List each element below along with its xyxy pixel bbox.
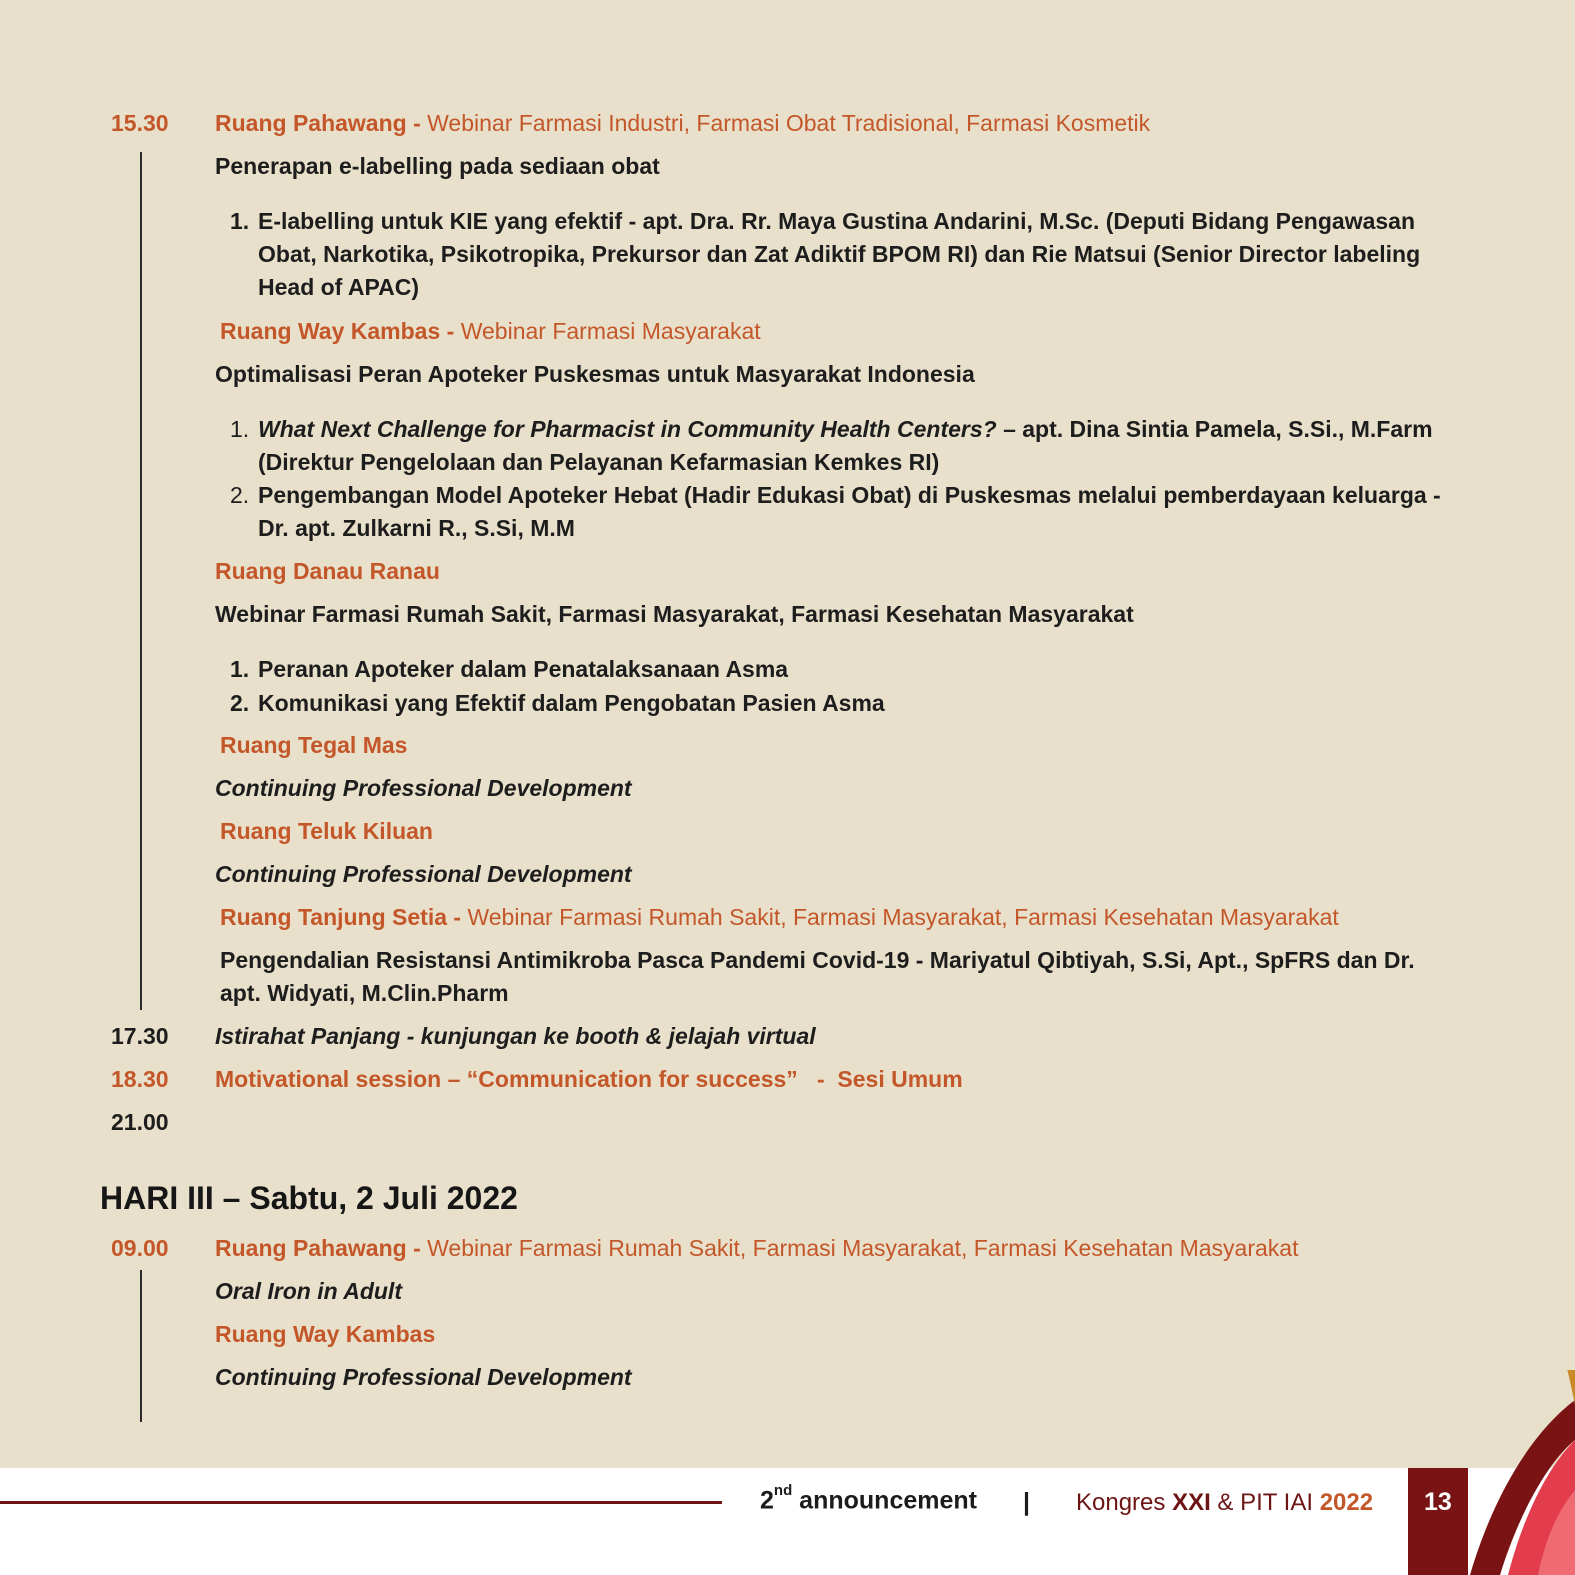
- announcement-label: [760, 1482, 977, 1515]
- timeline-bar: [140, 152, 142, 1010]
- room-name: Ruang Pahawang -: [215, 110, 421, 136]
- session-room-danau-ranau: [215, 558, 440, 585]
- time-1830: 18.30: [111, 1066, 169, 1092]
- session-title: Webinar Farmasi Rumah Sakit, Farmasi Masyarakat, Farmasi Kesehatan Masyarakat: [215, 601, 1134, 627]
- announcement-number: 2: [760, 1486, 774, 1515]
- list-item-number: 1.: [230, 656, 250, 682]
- session-title: Oral Iron in Adult: [215, 1278, 402, 1304]
- list-item-italic: What Next Challenge for Pharmacist in Community Health Centers?: [258, 416, 997, 442]
- session-room-teluk-kiluan: [220, 818, 433, 845]
- list-item: Komunikasi yang Efektif dalam Pengobatan Pasien Asma: [258, 690, 885, 716]
- list-item: E-labelling untuk KIE yang efektif - apt. Dra. Rr. Maya Gustina Andarini, M.Sc. (Deputi Bidang Pengawasan Obat, Narkotika, Psikotropika, Prekursor dan Zat Adiktif BPOM RI) dan Rie Matsui (Senior Director labeling Head of APAC): [258, 208, 1421, 300]
- event-name-b: & PIT IAI: [1210, 1489, 1320, 1516]
- session-room-tegal-mas: [220, 732, 407, 759]
- session-room-way-kambas: [220, 318, 761, 345]
- time-0900: 09.00: [111, 1235, 169, 1261]
- room-topic: Webinar Farmasi Industri, Farmasi Obat Tradisional, Farmasi Kosmetik: [420, 110, 1151, 136]
- room-name: Ruang Tegal Mas: [220, 732, 408, 758]
- session-title-cont: apt. Widyati, M.Clin.Pharm: [220, 980, 509, 1006]
- time-1730: 17.30: [111, 1023, 169, 1049]
- day-title: HARI III – Sabtu, 2 Juli 2022: [100, 1180, 518, 1216]
- session-title: Optimalisasi Peran Apoteker Puskesmas untuk Masyarakat Indonesia: [215, 361, 975, 387]
- list-item: Peranan Apoteker dalam Penatalaksanaan Asma: [258, 656, 789, 682]
- session-room-way-kambas: [215, 1321, 435, 1348]
- room-name: Ruang Way Kambas -: [220, 318, 455, 344]
- event-year: 2022: [1319, 1489, 1374, 1516]
- time-2100: 21.00: [111, 1109, 169, 1135]
- event-name-a: Kongres: [1076, 1489, 1173, 1516]
- page-footer: [0, 1468, 1575, 1575]
- session-title: Continuing Professional Development: [215, 775, 632, 801]
- session-title: Continuing Professional Development: [215, 1364, 632, 1390]
- break-label: Istirahat Panjang - kunjungan ke booth & jelajah virtual: [215, 1023, 816, 1049]
- list-item: [258, 413, 1473, 479]
- session-room-tanjung-setia: [220, 904, 1339, 931]
- event-edition: XXI: [1172, 1489, 1211, 1516]
- session-title: Continuing Professional Development: [215, 861, 632, 887]
- list-item-number: 1.: [230, 208, 250, 234]
- list-item: Pengembangan Model Apoteker Hebat (Hadir Edukasi Obat) di Puskesmas melalui pemberdayaan keluarga - Dr. apt. Zulkarni R., S.Si, M.M: [258, 482, 1441, 541]
- event-name: [1076, 1489, 1373, 1517]
- room-name: Ruang Way Kambas: [215, 1321, 436, 1347]
- announcement-word: announcement: [792, 1486, 977, 1515]
- session-room-pahawang: [215, 1235, 1298, 1262]
- room-topic: Webinar Farmasi Rumah Sakit, Farmasi Masyarakat, Farmasi Kesehatan Masyarakat: [420, 1235, 1299, 1261]
- room-topic: Webinar Farmasi Rumah Sakit, Farmasi Masyarakat, Farmasi Kesehatan Masyarakat: [461, 904, 1339, 930]
- motivational-session: Motivational session – “Communication for success” - Sesi Umum: [215, 1066, 963, 1092]
- room-name: Ruang Teluk Kiluan: [220, 818, 433, 844]
- announcement-ordinal: nd: [773, 1482, 793, 1499]
- session-title: Penerapan e-labelling pada sediaan obat: [215, 153, 660, 179]
- room-topic: Webinar Farmasi Masyarakat: [454, 318, 761, 344]
- room-name: Ruang Tanjung Setia -: [220, 904, 462, 930]
- list-item-number: 2.: [230, 482, 250, 508]
- list-item-number: 2.: [230, 690, 250, 716]
- room-name: Ruang Pahawang -: [215, 1235, 421, 1261]
- list-item-rest: – apt. Dina Sintia Pamela, S.Si., M.Farm (Direktur Pengelolaan dan Pelayanan Kefarmasian Kemkes RI): [258, 416, 1433, 475]
- session-title: Pengendalian Resistansi Antimikroba Pasca Pandemi Covid-19 - Mariyatul Qibtiyah, S.Si, Apt., SpFRS dan Dr.: [220, 947, 1415, 973]
- timeline-bar: [140, 1270, 142, 1422]
- list-item-number: 1.: [230, 416, 250, 442]
- room-name: Ruang Danau Ranau: [215, 558, 440, 584]
- footer-rule: [0, 1501, 722, 1504]
- footer-separator: |: [1023, 1488, 1030, 1516]
- session-room-pahawang: [215, 110, 1150, 137]
- page-number: 13: [1424, 1488, 1452, 1516]
- decorative-swoosh-graphic: [1440, 1370, 1575, 1575]
- time-1530: 15.30: [111, 110, 169, 136]
